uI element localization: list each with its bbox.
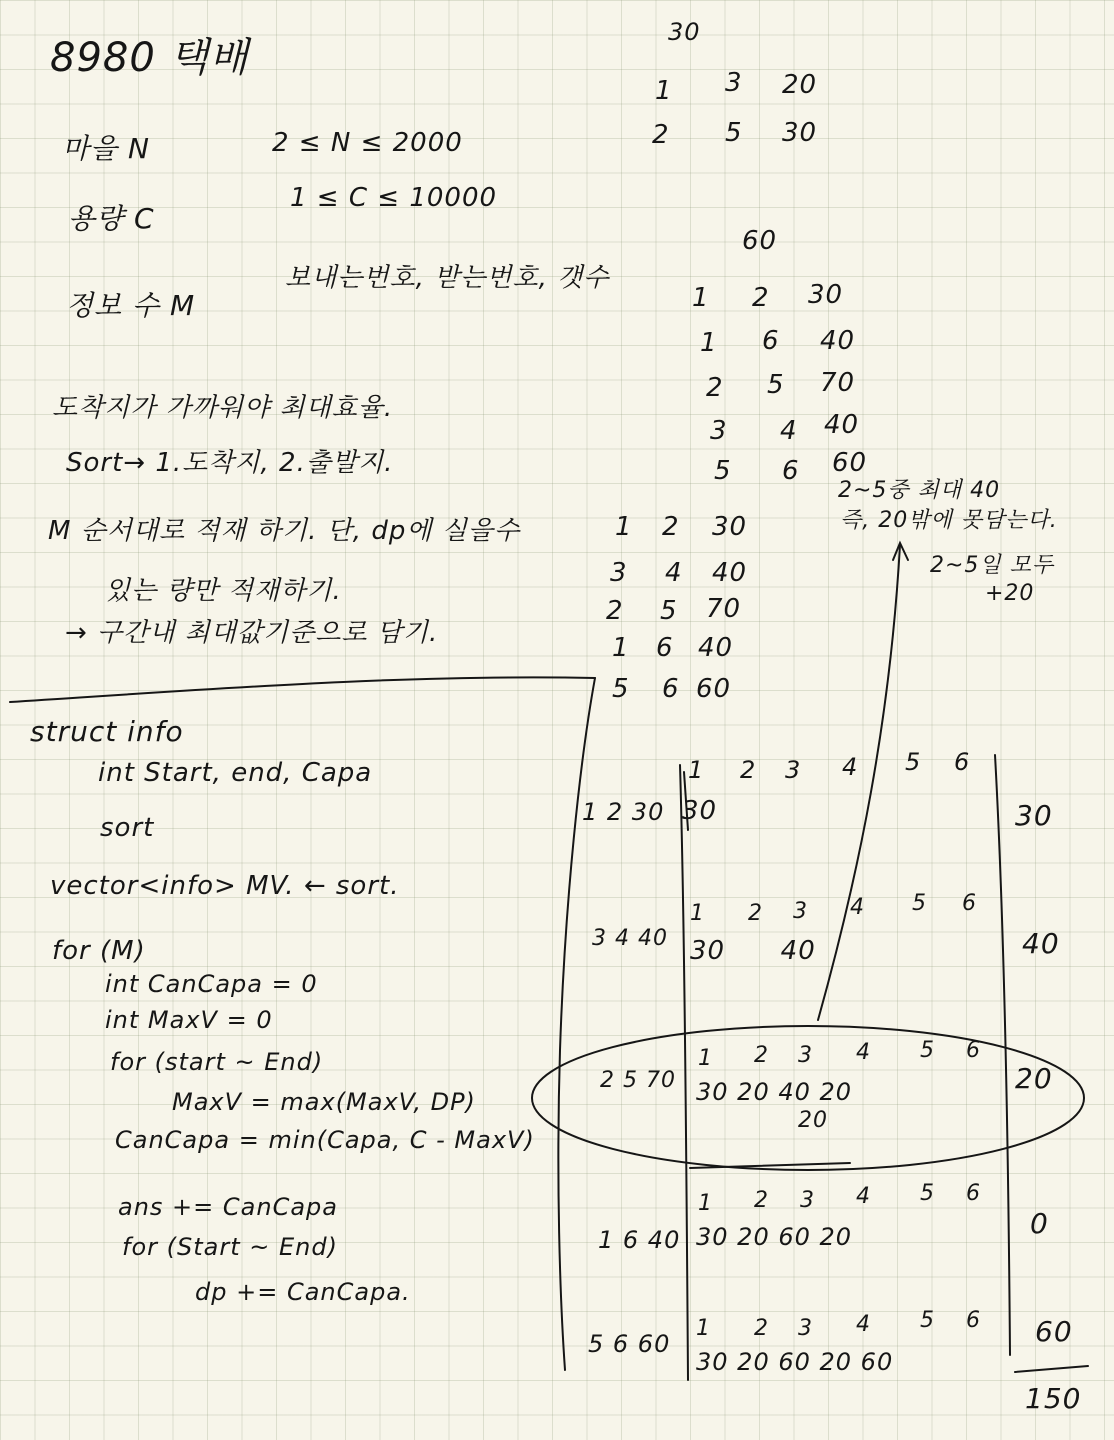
table-column-header: 6 bbox=[966, 1038, 981, 1063]
capacity-range: 1 ≤ C ≤ 10000 bbox=[290, 183, 498, 213]
table-row-result: 40 bbox=[1022, 927, 1060, 960]
table-row-values: 30 bbox=[682, 796, 718, 826]
table-column-header: 5 bbox=[905, 748, 922, 776]
table-column-header: 3 bbox=[793, 899, 808, 924]
divider-curve bbox=[558, 678, 595, 1370]
code-line: MaxV = max(MaxV, DP) bbox=[172, 1088, 476, 1116]
table-column-header: 6 bbox=[966, 1181, 981, 1206]
table-column-header: 6 bbox=[966, 1308, 981, 1333]
table-column-header: 3 bbox=[800, 1188, 815, 1213]
example1-row-cap: 20 bbox=[782, 70, 818, 100]
example2-row-end: 2 bbox=[752, 283, 770, 313]
example1-capacity: 30 bbox=[668, 18, 701, 46]
table-column-header: 1 bbox=[698, 1191, 713, 1216]
code-line: int MaxV = 0 bbox=[105, 1006, 273, 1034]
table-row-values: 30 20 60 20 bbox=[696, 1223, 853, 1251]
table-row-result: 60 bbox=[1035, 1315, 1073, 1348]
info-fields: 보내는번호, 받는번호, 갯수 bbox=[285, 263, 610, 293]
table-column-header: 2 bbox=[754, 1188, 769, 1213]
table-column-header: 5 bbox=[912, 891, 927, 916]
example2-row-start: 5 bbox=[714, 456, 732, 486]
code-line: int CanCapa = 0 bbox=[105, 970, 318, 998]
code-line: struct info bbox=[30, 715, 184, 748]
example2-capacity: 60 bbox=[742, 226, 778, 256]
code-line: for (M) bbox=[52, 936, 146, 966]
sorted-row-start: 1 bbox=[612, 633, 630, 663]
sorted-row-start: 1 bbox=[615, 512, 633, 542]
sorted-row-end: 2 bbox=[662, 512, 680, 542]
example1-row-end: 5 bbox=[725, 118, 743, 148]
annotation-line: 2~5일 모두 bbox=[930, 553, 1055, 578]
annotation-line: 2~5중 최대 40 bbox=[838, 478, 1001, 503]
table-row-label: 2 5 70 bbox=[600, 1068, 676, 1093]
table-row-label: 3 4 40 bbox=[592, 926, 668, 951]
table-column-header: 4 bbox=[856, 1184, 871, 1209]
table-row-values: 30 20 60 20 60 bbox=[696, 1348, 894, 1376]
sorted-row-cap: 30 bbox=[712, 512, 748, 542]
table-left-border bbox=[680, 765, 688, 1380]
table-column-header: 4 bbox=[842, 753, 859, 781]
table-column-header: 1 bbox=[688, 756, 705, 784]
code-line: CanCapa = min(Capa, C - MaxV) bbox=[115, 1126, 535, 1154]
code-line: ans += CanCapa bbox=[118, 1193, 338, 1221]
sorted-row-cap: 40 bbox=[712, 558, 748, 588]
table-column-header: 3 bbox=[798, 1316, 813, 1341]
example2-row-start: 2 bbox=[706, 373, 724, 403]
table-row-values-extra: 20 bbox=[798, 1108, 828, 1133]
table-column-header: 5 bbox=[920, 1308, 935, 1333]
info-count-label: 정보 수 M bbox=[66, 289, 196, 322]
example2-row-cap: 40 bbox=[820, 326, 856, 356]
code-line: for (start ~ End) bbox=[110, 1048, 324, 1076]
table-column-header: 3 bbox=[785, 756, 802, 784]
sorted-row-cap: 60 bbox=[696, 674, 732, 704]
annotation-line: 즉, 20밖에 못담는다. bbox=[840, 508, 1058, 533]
sorted-row-start: 3 bbox=[610, 558, 628, 588]
annotation-line: +20 bbox=[985, 581, 1035, 606]
note-line: → 구간내 최대값기준으로 담기. bbox=[65, 618, 439, 648]
code-line: int Start, end, Capa bbox=[98, 758, 373, 788]
example2-row-end: 6 bbox=[762, 326, 780, 356]
page-title: 8980 택배 bbox=[50, 35, 249, 81]
table-column-header: 1 bbox=[698, 1046, 713, 1071]
table-column-header: 4 bbox=[856, 1312, 871, 1337]
example2-row-cap: 60 bbox=[832, 448, 868, 478]
example2-row-start: 1 bbox=[700, 328, 718, 358]
table-row-values: 30 40 bbox=[690, 936, 816, 966]
sorted-row-end: 5 bbox=[660, 596, 678, 626]
note-line: M 순서대로 적재 하기. 단, dp에 실을수 bbox=[48, 516, 521, 546]
table-right-border bbox=[995, 755, 1010, 1355]
annotation-arrow bbox=[818, 545, 900, 1020]
sorted-row-cap: 70 bbox=[706, 594, 742, 624]
code-line: dp += CanCapa. bbox=[195, 1278, 411, 1306]
example2-row-start: 1 bbox=[692, 283, 710, 313]
code-line: for (Start ~ End) bbox=[122, 1233, 338, 1261]
sorted-row-end: 6 bbox=[656, 633, 674, 663]
table-column-header: 2 bbox=[748, 901, 763, 926]
example2-row-cap: 40 bbox=[824, 410, 860, 440]
table-column-header: 5 bbox=[920, 1181, 935, 1206]
capacity-label: 용량 C bbox=[68, 202, 155, 235]
example2-row-end: 4 bbox=[780, 416, 798, 446]
table-row-label: 1 2 30 bbox=[582, 798, 665, 826]
example2-row-end: 5 bbox=[767, 370, 785, 400]
table-row-result: 30 bbox=[1015, 799, 1053, 832]
code-line: vector<info> MV. ← sort. bbox=[50, 871, 400, 901]
table-column-header: 4 bbox=[850, 895, 865, 920]
table-left-border-2 bbox=[684, 772, 688, 830]
example2-row-cap: 70 bbox=[820, 368, 856, 398]
note-line: Sort→ 1.도착지, 2.출발지. bbox=[66, 448, 394, 478]
table-column-header: 2 bbox=[754, 1316, 769, 1341]
sorted-row-end: 4 bbox=[665, 558, 683, 588]
table-row-result: 0 bbox=[1030, 1207, 1049, 1240]
table-column-header: 2 bbox=[740, 756, 757, 784]
code-line: sort bbox=[100, 813, 155, 843]
example1-row-cap: 30 bbox=[782, 118, 818, 148]
highlight-ellipse bbox=[532, 1026, 1084, 1170]
table-column-header: 1 bbox=[690, 901, 705, 926]
example2-row-start: 3 bbox=[710, 416, 728, 446]
table-column-header: 3 bbox=[798, 1043, 813, 1068]
example1-row-end: 3 bbox=[725, 68, 743, 98]
sorted-row-start: 5 bbox=[612, 674, 630, 704]
note-line: 있는 량만 적재하기. bbox=[105, 576, 342, 606]
sorted-row-end: 6 bbox=[662, 674, 680, 704]
table-column-header: 2 bbox=[754, 1043, 769, 1068]
example2-row-cap: 30 bbox=[808, 280, 844, 310]
sorted-row-start: 2 bbox=[606, 596, 624, 626]
total-underline bbox=[1015, 1366, 1088, 1372]
note-line: 도착지가 가까워야 최대효율. bbox=[52, 393, 394, 423]
table-column-header: 5 bbox=[920, 1038, 935, 1063]
villages-label: 마을 N bbox=[62, 132, 150, 165]
example2-row-end: 6 bbox=[782, 456, 800, 486]
table-column-header: 6 bbox=[962, 891, 977, 916]
table-total: 150 bbox=[1025, 1382, 1082, 1415]
table-row-result: 20 bbox=[1015, 1062, 1053, 1095]
sorted-row-cap: 40 bbox=[698, 633, 734, 663]
table-row-values: 30 20 40 20 bbox=[696, 1078, 853, 1106]
table-column-header: 1 bbox=[696, 1316, 711, 1341]
example1-row-start: 2 bbox=[652, 120, 670, 150]
table-row-label: 5 6 60 bbox=[588, 1330, 671, 1358]
example1-row-start: 1 bbox=[655, 76, 673, 106]
table-column-header: 6 bbox=[954, 748, 971, 776]
table-row-label: 1 6 40 bbox=[598, 1226, 681, 1254]
villages-range: 2 ≤ N ≤ 2000 bbox=[272, 128, 463, 158]
table-column-header: 4 bbox=[856, 1040, 871, 1065]
divider-line bbox=[10, 677, 595, 702]
